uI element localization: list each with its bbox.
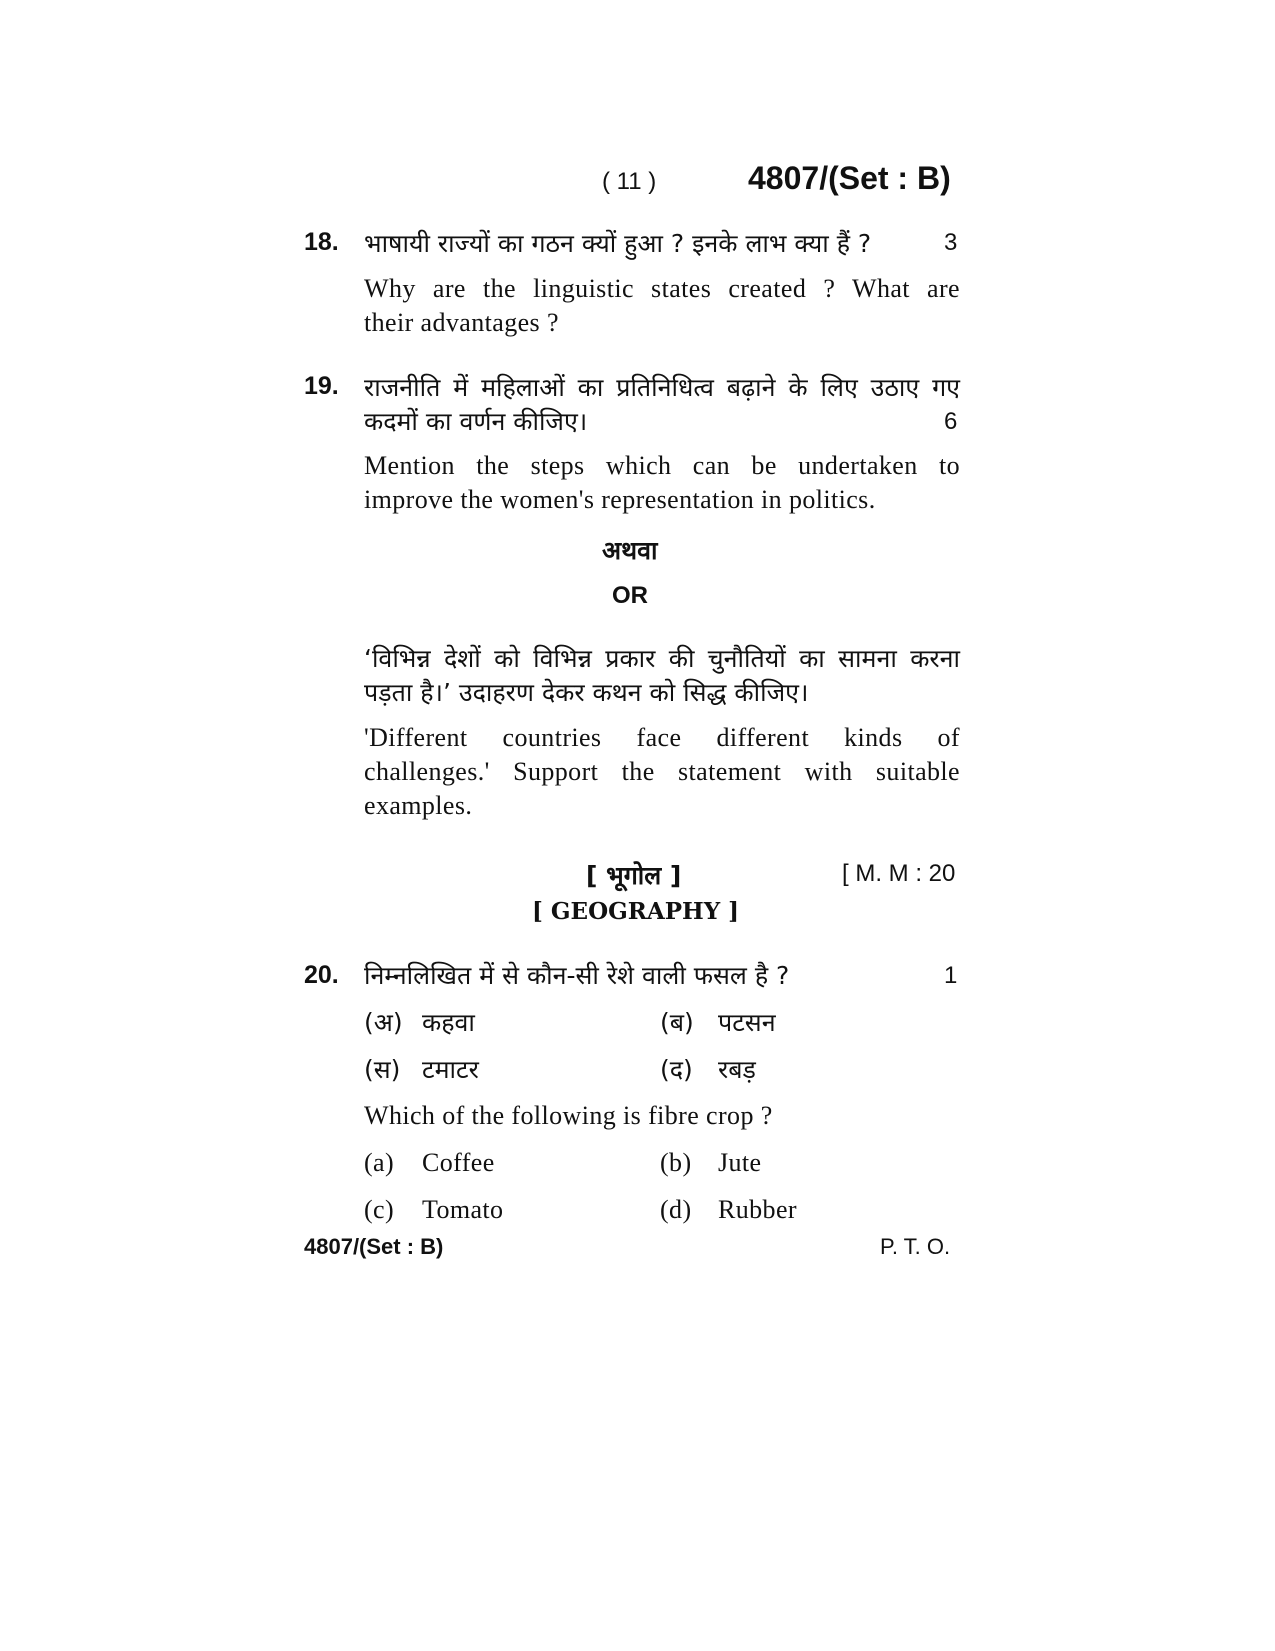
page-number: ( 11 ) [602,168,657,195]
question-18-number: 18. [304,228,339,256]
or-english: OR [612,582,648,609]
english-option-text: Jute [718,1148,762,1177]
hindi-option-text: कहवा [422,1008,475,1037]
section-title-hindi: [ भूगोल ] [586,861,682,890]
pto-label: P. T. O. [880,1234,951,1259]
paper-code-header: 4807/(Set : B) [748,160,951,196]
hindi-option-text: पटसन [718,1008,776,1037]
hindi-option-label: (ब) [660,1008,694,1037]
question-19-alt-english-line2: challenges.' Support the statement with suitable [364,757,960,786]
question-19-hindi-line1: राजनीति में महिलाओं का प्रतिनिधित्व बढ़ाने के लिए उठाए गए [364,373,960,402]
question-18-english-line2: their advantages ? [364,308,559,337]
hindi-option-label: (द) [660,1055,693,1084]
hindi-option-label: (अ) [364,1008,403,1037]
english-option-text: Coffee [422,1148,495,1177]
question-19-hindi-line2: कदमों का वर्णन कीजिए। [364,407,588,436]
english-option-label: (b) [660,1148,692,1177]
hindi-option-text: रबड़ [718,1055,756,1084]
english-option-label: (a) [364,1148,395,1177]
question-19-alt-english-line1: 'Different countries face different kinds of [364,723,960,752]
question-19-number: 19. [304,372,339,400]
question-19-alt-hindi-line2: पड़ता है।’ उदाहरण देकर कथन को सिद्ध कीजिए। [364,678,809,707]
english-option-label: (c) [364,1195,395,1224]
question-20-hindi: निम्नलिखित में से कौन-सी रेशे वाली फसल है ? [364,961,790,990]
question-19-english-line1: Mention the steps which can be undertaken to [364,451,960,480]
paper-code-footer: 4807/(Set : B) [304,1234,444,1259]
question-20-english: Which of the following is fibre crop ? [364,1101,773,1130]
question-19-alt-hindi-line1: ‘विभिन्न देशों को विभिन्न प्रकार की चुनौतियों का सामना करना [364,644,960,673]
question-20-number: 20. [304,961,339,989]
english-option-text: Tomato [422,1195,504,1224]
question-20-marks: 1 [944,962,958,989]
question-18-hindi: भाषायी राज्यों का गठन क्यों हुआ ? इनके लाभ क्या हैं ? [364,229,872,258]
hindi-option-label: (स) [364,1055,401,1084]
or-hindi: अथवा [602,536,658,565]
english-option-label: (d) [660,1195,692,1224]
question-19-english-line2: improve the women's representation in politics. [364,485,876,514]
max-marks: [ M. M : 20 [842,860,956,887]
question-19-marks: 6 [944,408,958,435]
question-18-english-line1: Why are the linguistic states created ? What are [364,274,960,303]
question-19-alt-english-line3: examples. [364,791,473,820]
hindi-option-text: टमाटर [422,1055,479,1084]
question-18-marks: 3 [944,229,958,256]
section-title-english: [ GEOGRAPHY ] [532,898,740,925]
english-option-text: Rubber [718,1195,797,1224]
